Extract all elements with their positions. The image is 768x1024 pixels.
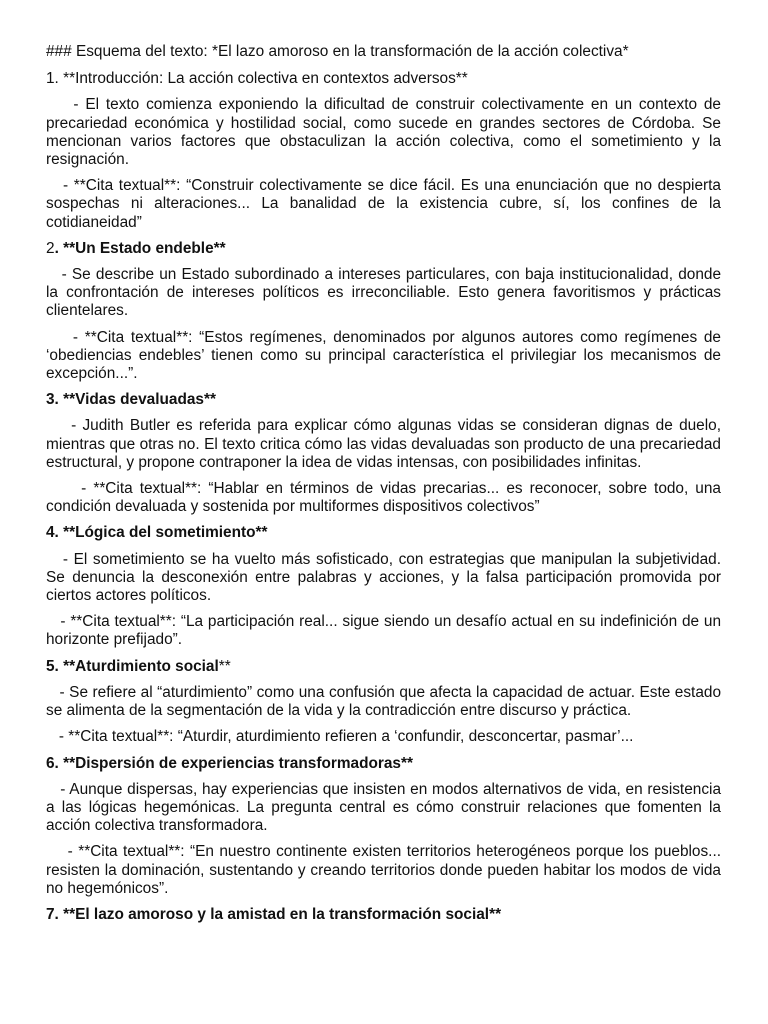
section-quote-5: - **Cita textual**: “Aturdir, aturdimiento refieren a ‘confundir, desconcertar, pasmar’... [46,728,634,746]
section-title: **Introducción: La acción colectiva en contextos adversos** [58,70,468,88]
section-title: **El lazo amoroso y la amistad en la transformación social** [58,905,502,923]
section-heading-1 [46,70,721,88]
section-title: **Dispersión de experiencias transformadoras** [58,754,413,772]
section-body-5: - Se refiere al “aturdimiento” como una confusión que afecta la capacidad de actuar. Este estado se alimenta de la segmentación de la vida y la contradicción entre discurso y práctica. [46,683,726,720]
section-number: 5. [46,657,59,675]
section-body-1: - El texto comienza exponiendo la dificultad de construir colectivamente en un contexto de precariedad económica y hostilidad social, como sucede en grandes sectores de Córdoba. Se mencionan varios factores que obstaculizan la acción colectiva, como el sometimiento y la resignación. [46,96,726,169]
section-title: **Aturdimiento social [58,657,219,675]
section-number: 7. [46,905,59,923]
section-body-6: - Aunque dispersas, hay experiencias que insisten en modos alternativos de vida, en resistencia a las lógicas hegemónicas. La pregunta central es cómo construir relaciones que fomenten la acción colectiva transformadora. [46,780,726,835]
section-title: **Vidas devaluadas** [58,391,216,409]
section-number: 2 [46,239,55,257]
document-page [46,43,726,932]
section-body-4: - El sometimiento se ha vuelto más sofisticado, con estrategias que manipulan la subjetividad. Se denuncia la desconexión entre palabras y acciones, y la falsa participación promovida por ciertos actores políticos. [46,550,726,605]
section-heading-5 [46,658,721,676]
section-quote-2: - **Cita textual**: “Estos regímenes, denominados por algunos autores como regímenes de ‘obediencias endebles’ tienen como su principal característica el privilegiar los mecanismos de excepción...”. [46,328,726,383]
section-title: . **Un Estado endeble** [54,239,226,257]
section-quote-3: - **Cita textual**: “Hablar en términos de vidas precarias... es reconocer, sobre todo, una condición devaluada y sostenida por multiformes dispositivos colectivos” [46,480,726,516]
section-heading-3 [46,391,721,409]
section-quote-6: - **Cita textual**: “En nuestro continente existen territorios heterogéneos porque los pueblos... resisten la dominación, sustentando y creando territorios donde pueden habitar los modos de vida no hegemónicos”. [46,843,726,897]
section-heading-6 [46,755,721,773]
section-heading-4 [46,524,721,542]
section-body-2: - Se describe un Estado subordinado a intereses particulares, con baja institucionalidad, donde la confrontación de intereses políticos es irreconciliable. Esto genera favoritismos y prácticas clientelares. [46,266,726,320]
section-number: 6. [46,754,59,772]
section-title-suffix: ** [218,657,231,675]
section-quote-4: - **Cita textual**: “La participación real... sigue siendo un desafío actual en su indefinición de un horizonte prefijado”. [46,613,726,649]
section-number: 1. [46,70,59,88]
section-number: 3. [46,391,59,409]
document-title: ### Esquema del texto: *El lazo amoroso en la transformación de la acción colectiva* [46,43,629,60]
section-quote-1: - **Cita textual**: “Construir colectivamente se dice fácil. Es una enunciación que no despierta sospechas ni alteraciones... La banalidad de la existencia cubre, sí, los confines de la cotidianeidad” [46,177,726,231]
section-heading-7 [46,906,721,924]
section-body-3: - Judith Butler es referida para explicar cómo algunas vidas se consideran dignas de duelo, mientras que otras no. El texto critica cómo las vidas devaluadas son producto de una precariedad estructural, y propone contraponer la idea de vidas intensas, con posibilidades infinitas. [46,417,726,471]
section-number: 4. [46,524,59,542]
section-heading-2 [46,240,721,258]
section-title: **Lógica del sometimiento** [58,524,268,542]
